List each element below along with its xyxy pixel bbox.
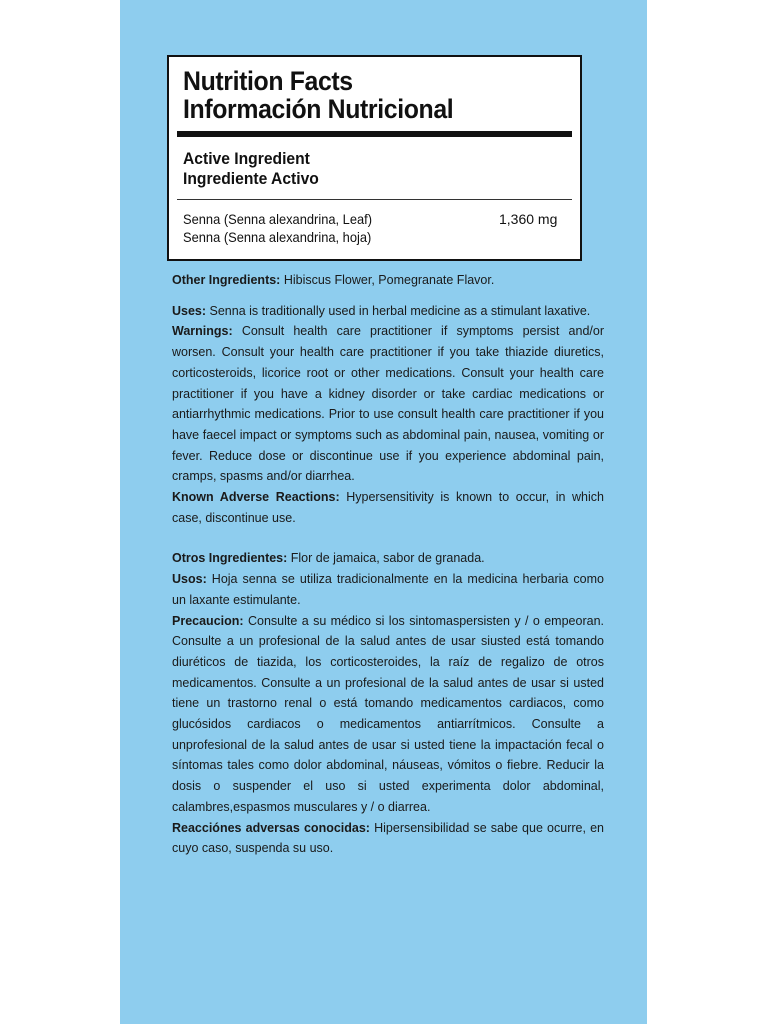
- ingredient-english: Senna (Senna alexandrina, Leaf): [183, 211, 373, 227]
- warnings-es-text: Consulte a su médico si los sintomaspersisten y / o empeoran. Consulte a un profesional de la salud antes de usar siusted está tomando diuréticos de tiazida, los corticosteroides, la raíz de regalizo de otros medicamentos. Consulte a un profesional de la salud antes de usar si usted tiene un trastorno renal o está tomando medicamentos cardiacos, como glucósidos cardiacos o medicamentos antiarrítmicos. Consulte a unprofesional de la salud antes de usar si usted tiene la impactación fecal o síntomas tales como dolor abdominal, náuseas, vómitos o fiebre. Reducir la dosis o suspender el uso si usted experimenta dolor abdominal, calambres,espasmos musculares y / o diarrea.: [172, 613, 604, 814]
- warnings-es-label: Precaucion:: [172, 613, 244, 628]
- ingredient-spanish: Senna (Senna alexandrina, hoja): [183, 229, 372, 245]
- uses-es-text: Hoja senna se utiliza tradicionalmente en la medicina herbaria como un laxante estimulante.: [172, 572, 604, 607]
- other-ingredients-en-text: Hibiscus Flower, Pomegranate Flavor.: [280, 273, 495, 287]
- uses-es: [172, 569, 604, 610]
- adverse-reactions-es-text: Hipersensibilidad se sabe que ocurre, en cuyo caso, suspenda su uso.: [172, 820, 604, 856]
- active-heading-spanish: Ingrediente Activo: [183, 169, 319, 188]
- adverse-reactions-es-label: Reacciónes adversas conocidas:: [172, 820, 370, 835]
- thick-divider: [177, 131, 572, 137]
- other-ingredients-en: [172, 270, 604, 291]
- ingredient-amount: 1,360 mg: [499, 211, 558, 227]
- warnings-en-text: Consult health care practitioner if symptoms persist and/or worsen. Consult your health care practitioner if you take thiazide diuretics, corticosteroids, licorice root or other medications. Consult your health care practitioner if you have a kidney disorder or take cardiac medications or antiarrhythmic medications. Prior to use consult health care practitioner if you have faecel impact or symptoms such as abdominal pain, nausea, vomiting or fever. Reduce dose or discontinue use if you experience abdominal pain, cramps, spasms and/or diarrhea.: [172, 324, 604, 484]
- uses-en-text: Senna is traditionally used in herbal medicine as a stimulant laxative.: [206, 303, 591, 318]
- adverse-reactions-en-text: Hypersensitivity is known to occur, in which case, discontinue use.: [172, 490, 604, 525]
- title-spanish: Información Nutricional: [183, 94, 454, 124]
- other-ingredients-en-label: Other Ingredients:: [172, 273, 281, 287]
- uses-es-label: Usos:: [172, 572, 207, 587]
- ingredient-name: [183, 210, 372, 246]
- adverse-reactions-es: [172, 818, 604, 859]
- uses-en: [172, 301, 604, 322]
- label-body-text: [172, 270, 604, 859]
- other-ingredients-es-text: Flor de jamaica, sabor de granada.: [287, 551, 485, 566]
- nutrition-facts-box: [167, 55, 582, 261]
- warnings-es: [172, 611, 604, 818]
- adverse-reactions-en: [172, 487, 604, 528]
- active-ingredient-heading: [183, 149, 319, 189]
- active-heading-english: Active Ingredient: [183, 149, 310, 168]
- nutrition-facts-title: [183, 67, 453, 123]
- other-ingredients-es-label: Otros Ingredientes:: [172, 551, 288, 566]
- warnings-en-label: Warnings:: [172, 324, 233, 339]
- other-ingredients-es: [172, 548, 604, 569]
- thin-divider: [177, 199, 572, 200]
- warnings-en: [172, 321, 604, 487]
- uses-en-label: Uses:: [172, 303, 207, 318]
- adverse-reactions-en-label: Known Adverse Reactions:: [172, 490, 340, 505]
- title-english: Nutrition Facts: [183, 66, 353, 96]
